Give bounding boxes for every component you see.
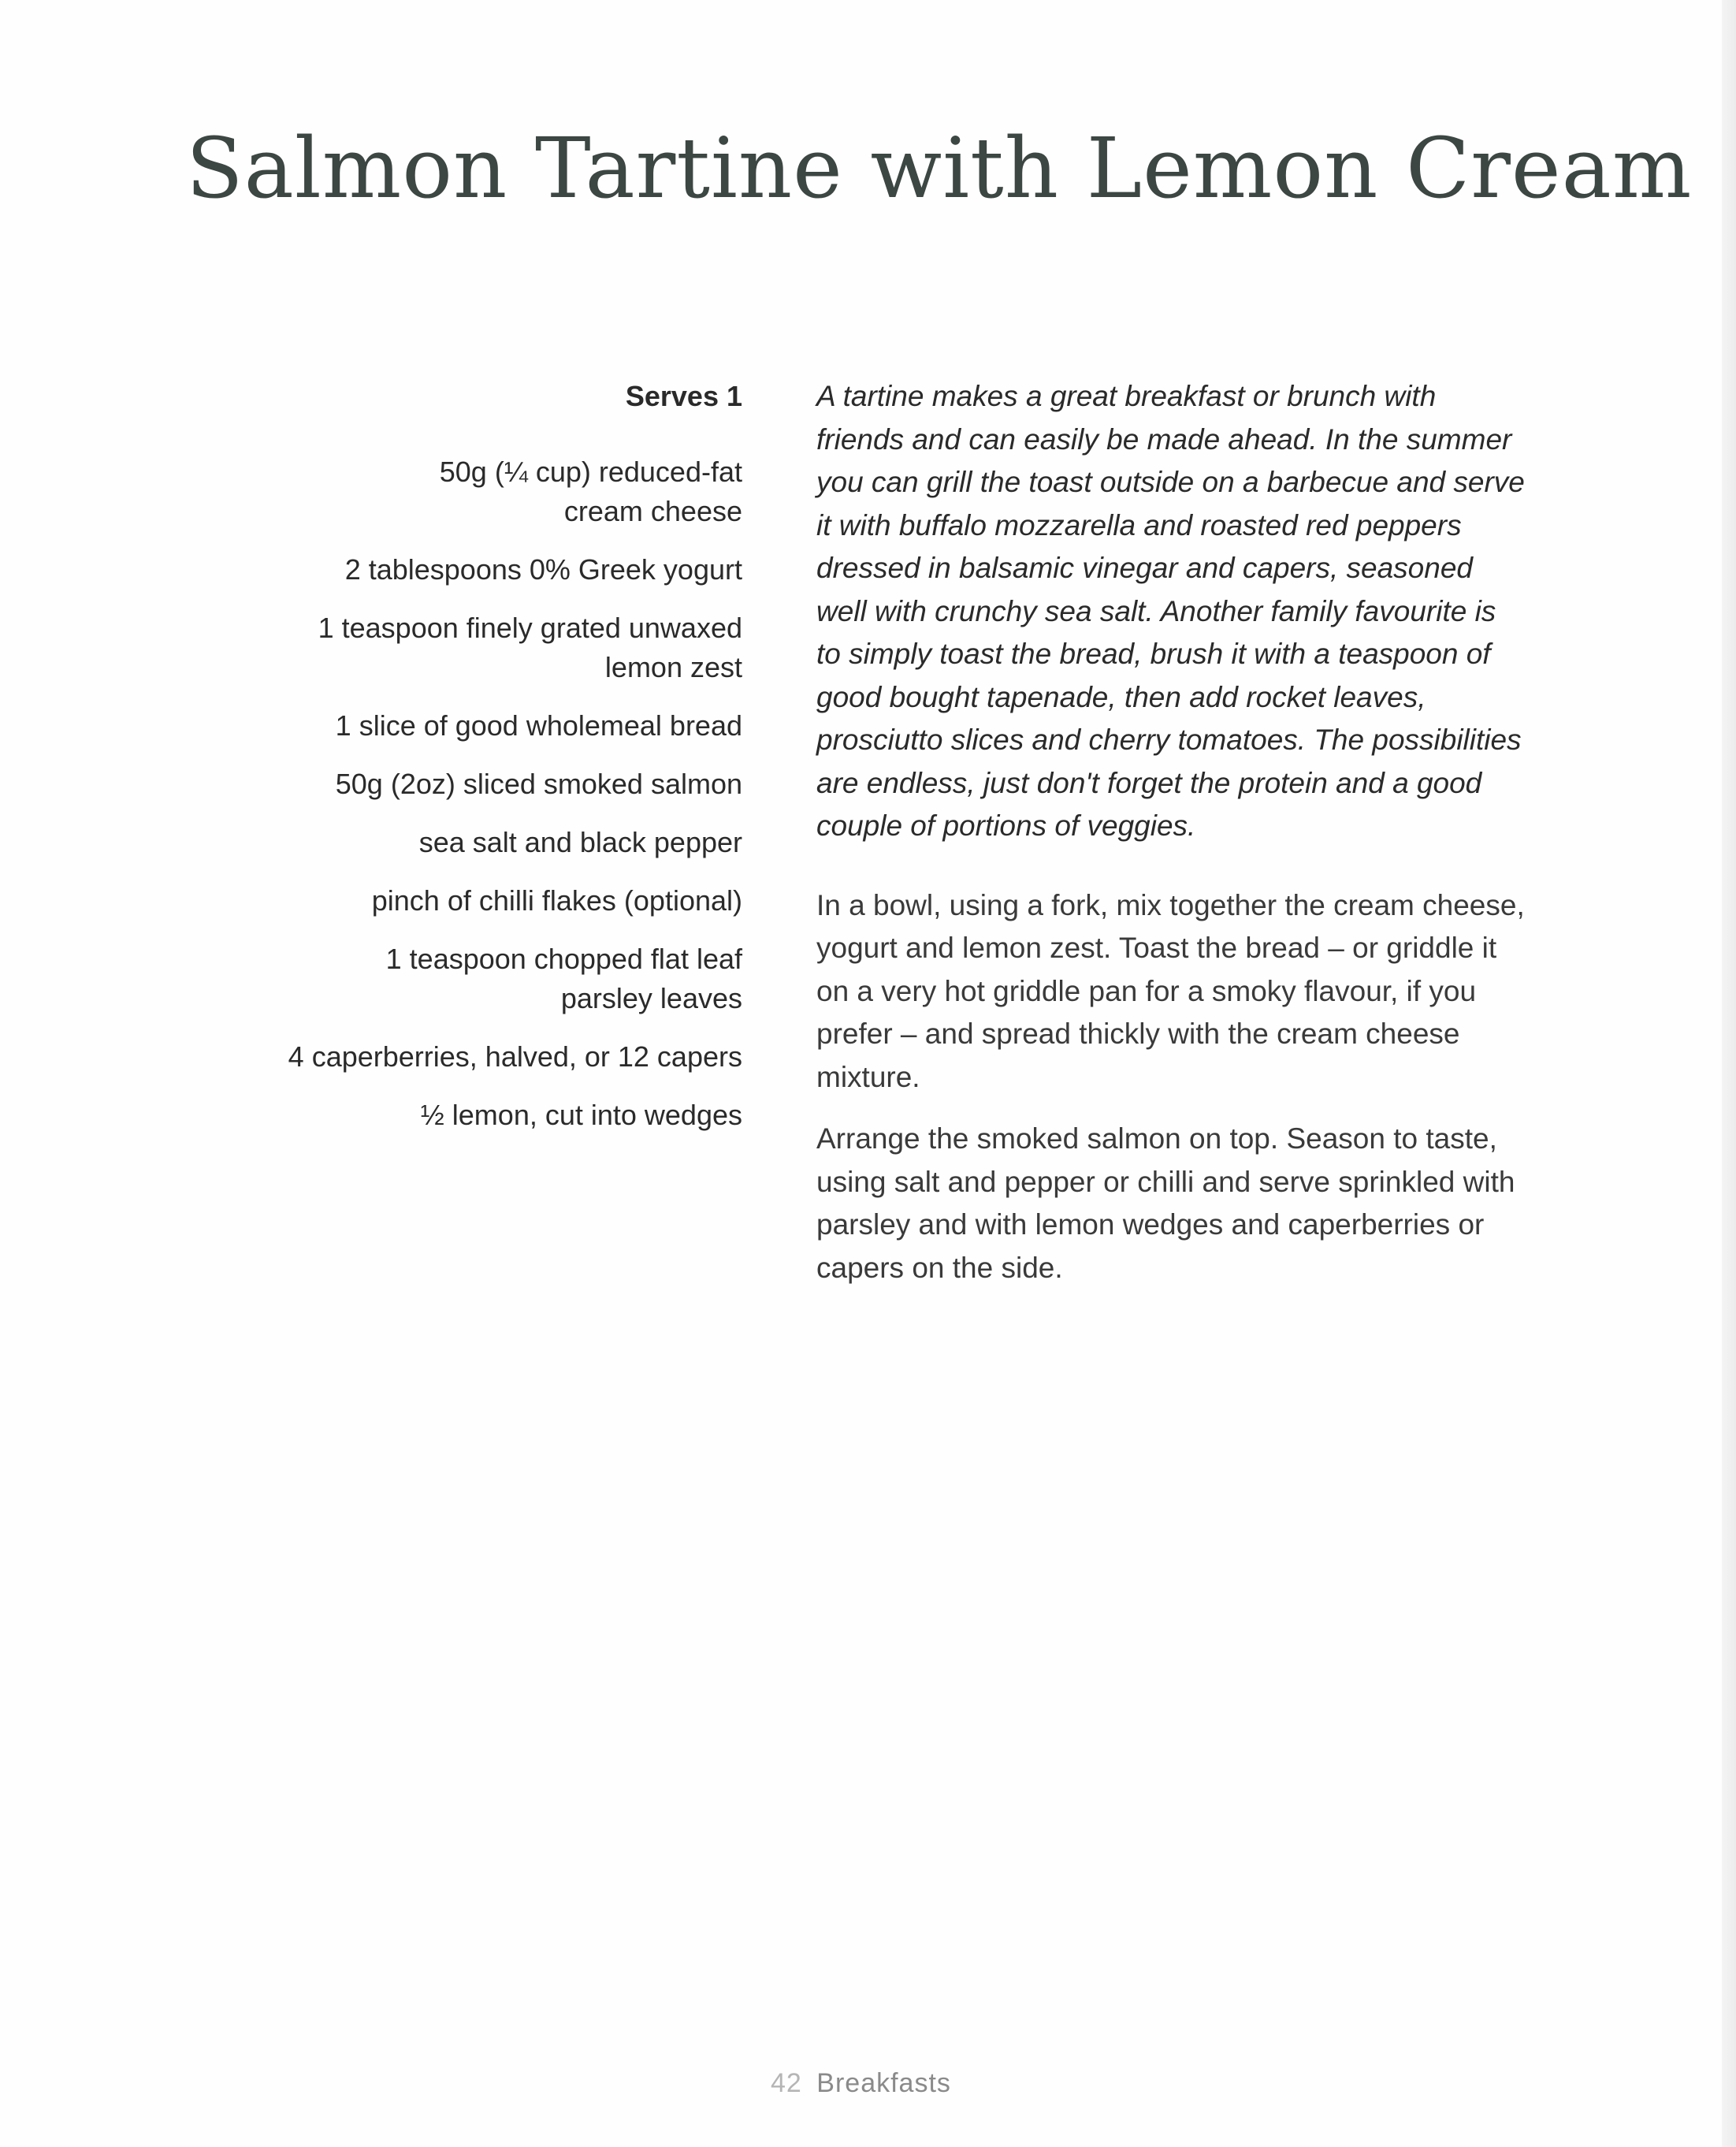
ingredient-line: 1 teaspoon chopped flat leaf	[385, 943, 742, 975]
ingredient-line: ½ lemon, cut into wedges	[420, 1099, 742, 1131]
page-edge-shadow	[1722, 0, 1736, 2147]
description-column	[816, 375, 1526, 1308]
ingredient-item	[236, 550, 742, 590]
ingredient-line: parsley leaves	[560, 982, 742, 1014]
ingredient-line: 50g (2oz) sliced smoked salmon	[335, 768, 742, 800]
section-name: Breakfasts	[816, 2068, 951, 2098]
ingredient-line: pinch of chilli flakes (optional)	[371, 884, 742, 917]
ingredient-item	[236, 452, 742, 531]
method-step: Arrange the smoked salmon on top. Season to taste, using salt and pepper or chilli and serve sprinkled with parsley and with lemon wedges and caperberries or capers on the side.	[816, 1122, 1515, 1284]
ingredient-line: cream cheese	[563, 495, 742, 527]
ingredient-line: 1 teaspoon finely grated unwaxed	[318, 612, 742, 644]
ingredient-item	[236, 1096, 742, 1135]
ingredient-line: 4 caperberries, halved, or 12 capers	[288, 1040, 742, 1073]
recipe-title: Salmon Tartine with Lemon Cream	[186, 120, 1693, 217]
ingredient-list	[236, 452, 742, 1135]
ingredient-item	[236, 823, 742, 862]
method	[816, 884, 1526, 1290]
ingredient-line: 2 tablespoons 0% Greek yogurt	[344, 553, 742, 586]
page-footer	[771, 2068, 951, 2099]
ingredient-line: sea salt and black pepper	[418, 826, 742, 858]
ingredient-item	[236, 765, 742, 804]
page-number: 42	[771, 2068, 802, 2098]
ingredient-line: 50g (¼ cup) reduced-fat	[439, 456, 742, 488]
ingredient-item	[236, 706, 742, 746]
method-step: In a bowl, using a fork, mix together the cream cheese, yogurt and lemon zest. Toast the bread – or griddle it on a very hot griddle pan for a smoky flavour, if you prefer – and spread thickly with the cream cheese mixture.	[816, 888, 1525, 1093]
ingredient-item	[236, 608, 742, 687]
ingredient-item	[236, 940, 742, 1018]
ingredients-column	[236, 377, 742, 1154]
intro-paragraph: A tartine makes a great breakfast or brunch with friends and can easily be made ahead. In the summer you can grill the toast outside on a barbecue and serve it with buffalo mozzarella and roasted red peppers dressed in balsamic vinegar and capers, seasoned well with crunchy sea salt. Another family favourite is to simply toast the bread, brush it with a teaspoon of good bought tapenade, then add rocket leaves, prosciutto slices and cherry tomatoes. The possibilities are endless, just don't forget the protein and a good couple of portions of veggies.	[816, 380, 1525, 842]
ingredient-item	[236, 1037, 742, 1077]
ingredient-line: lemon zest	[604, 651, 742, 683]
ingredient-line: 1 slice of good wholemeal bread	[335, 709, 742, 742]
ingredient-item	[236, 881, 742, 921]
serves-label: Serves 1	[625, 380, 742, 412]
